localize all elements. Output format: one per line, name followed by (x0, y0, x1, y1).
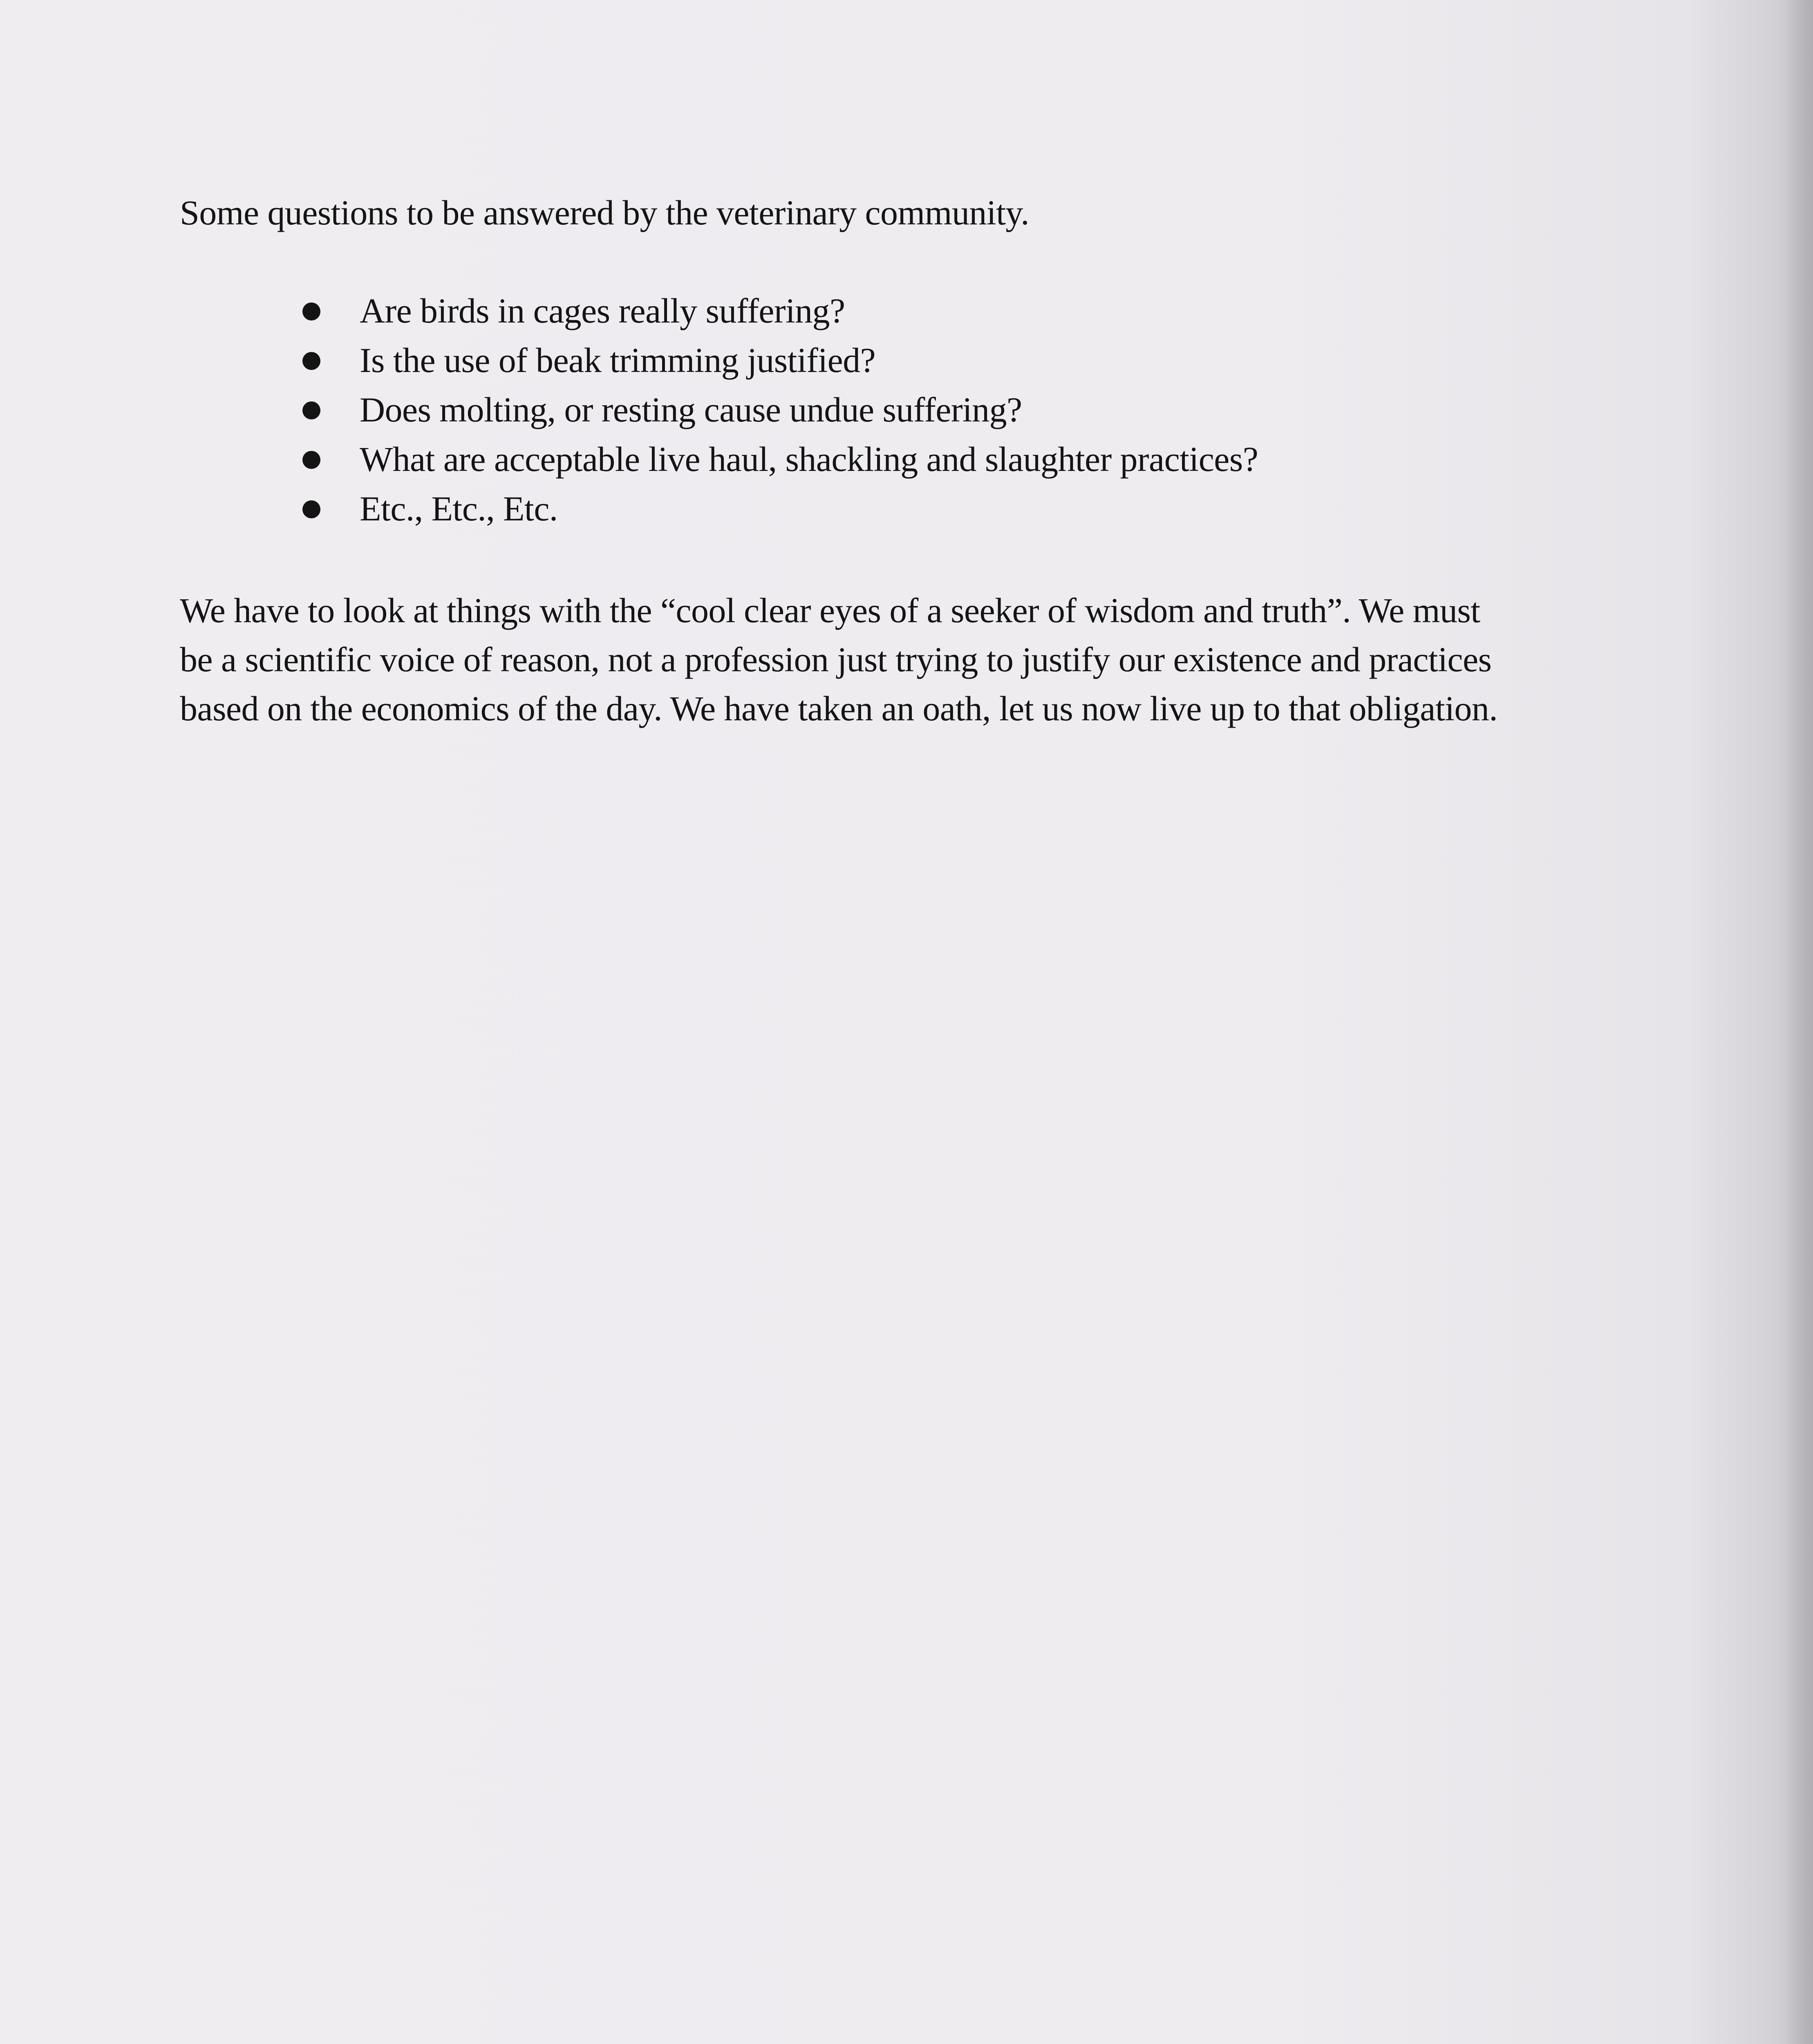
question-text: What are acceptable live haul, shackling and slaughter practices? (360, 439, 1258, 479)
bullet-icon (302, 303, 320, 320)
closing-line: based on the economics of the day. We have taken an oath, let us now live up to that obligation. (180, 689, 1498, 728)
bullet-icon (302, 352, 320, 370)
question-text: Is the use of beak trimming justified? (360, 341, 876, 380)
question-item (302, 286, 1749, 336)
question-text: Are birds in cages really suffering? (360, 291, 845, 330)
questions-list (180, 286, 1749, 533)
question-item (302, 435, 1749, 484)
question-item (302, 336, 1749, 385)
bullet-icon (302, 500, 320, 518)
closing-line: be a scientific voice of reason, not a profession just trying to justify our existence and practices (180, 640, 1492, 679)
question-text: Etc., Etc., Etc. (360, 489, 558, 528)
intro-text: Some questions to be answered by the veterinary community. (180, 193, 1030, 232)
closing-paragraph (180, 586, 1749, 733)
question-item (302, 385, 1749, 435)
closing-line: We have to look at things with the “cool clear eyes of a seeker of wisdom and truth”. We must (180, 591, 1480, 630)
question-text: Does molting, or resting cause undue suffering? (360, 390, 1022, 429)
question-item (302, 484, 1749, 533)
bullet-icon (302, 401, 320, 419)
page-content (180, 188, 1749, 733)
bullet-icon (302, 451, 320, 469)
page-edge-shadow (1784, 0, 1813, 2044)
